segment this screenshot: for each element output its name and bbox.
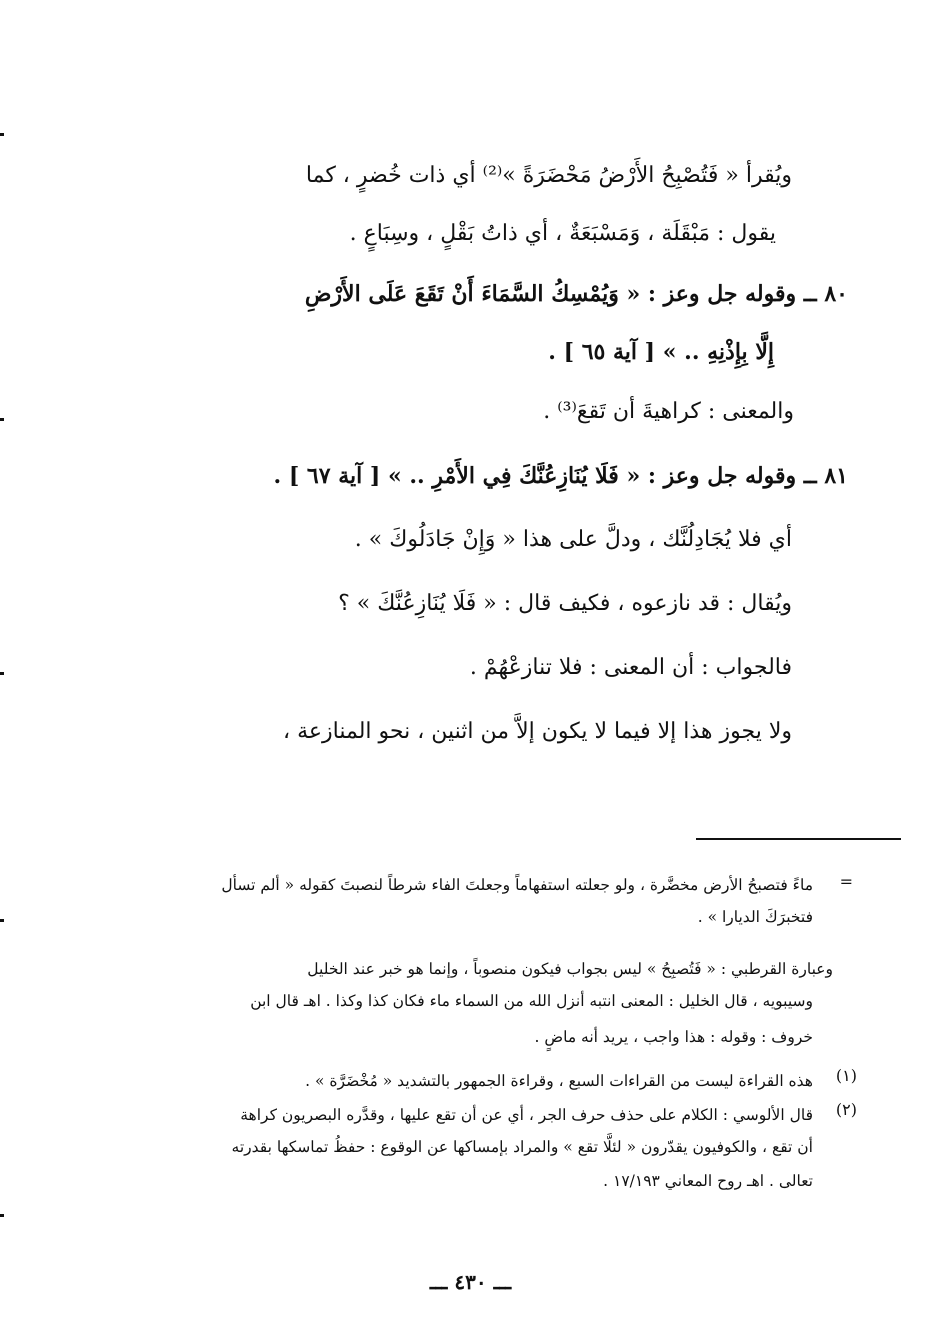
- verse-continuation: إِلَّا بِإِذْنِهِ .. » [ آية ٦٥ ] .: [548, 339, 774, 365]
- text-line: ويُقال : قد نازعوه ، فكيف قال : « فَلَا يُنَازِعُنَّكَ » ؟: [338, 591, 792, 616]
- footnote-line: قال الألوسي : الكلام على حذف حرف الجر ، أي عن أن تقع عليها ، وقدَّره البصريون كراهة: [240, 1106, 813, 1124]
- page-number: ـــ ٤٣٠ ـــ: [429, 1270, 512, 1294]
- margin-mark: [0, 919, 4, 922]
- footnote-number-1: (١): [835, 1066, 857, 1085]
- footnote-line: وسيبويه ، قال الخليل : المعنى انتبه أنزل الله من السماء ماء فكان كذا وكذا . اهـ قال ابن: [250, 992, 813, 1010]
- margin-mark: [0, 672, 4, 675]
- margin-mark: [0, 418, 4, 421]
- footnote-number-2: (٢): [835, 1100, 857, 1119]
- footnote-line: خروف : وقوله : هذا واجب ، يريد أنه ماضٍ .: [534, 1028, 813, 1046]
- footnote-continuation-mark: =: [839, 872, 853, 891]
- verse-heading-80: ٨٠ ــ وقوله جل وعز : « وَيُمْسِكُ السَّمَاءَ أَنْ تَقَعَ عَلَى الأَرْضِ: [304, 281, 848, 307]
- margin-mark: [0, 1214, 4, 1217]
- verse-heading-81: ٨١ ــ وقوله جل وعز : « فَلَا يُنَازِعُنَّكَ فِي الأَمْرِ .. » [ آية ٦٧ ] .: [273, 463, 848, 489]
- footnote-line: أن تقع ، والكوفيون يقدّرون « لئلَّا تقع » والمراد بإمساكها عن الوقوع : حفظُ تماسكها بقدرته: [231, 1138, 813, 1156]
- footnote-line: ماءً فتصبحُ الأرض مخضَّرة ، ولو جعلته استفهاماً وجعلتَ الفاء شرطاً لنصبتَ كقوله « ألم تسأل: [221, 876, 813, 894]
- text-line: ويُقرأ « فَتُصْبِحُ الأَرْضُ مَحْضَرَةً »⁽²⁾ أي ذات خُضرٍ ، كما: [305, 163, 792, 188]
- footnote-line: تعالى . اهـ روح المعاني ١٧/١٩٣ .: [603, 1172, 813, 1190]
- footnote-divider: [696, 838, 901, 840]
- text-line: ولا يجوز هذا إلا فيما لا يكون إلاَّ من اثنين ، نحو المنازعة ،: [283, 719, 792, 744]
- footnote-line: هذه القراءة ليست من القراءات السبع ، وقراءة الجمهور بالتشديد « مُخْضَرَّة » .: [305, 1072, 813, 1090]
- margin-mark: [0, 133, 4, 136]
- text-line: أي فلا يُجَادِلُنَّك ، ودلَّ على هذا « وَإِنْ جَادَلُوكَ » .: [354, 527, 792, 552]
- text-line: فالجواب : أن المعنى : فلا تنازعْهُمْ .: [469, 655, 792, 680]
- text-line: يقول : مَبْقَلَة ، وَمَسْبَعَةٌ ، أي ذاتُ بَقْلٍ ، وسِبَاعٍ .: [349, 221, 776, 246]
- footnote-line: وعبارة القرطبي : « فَتُصبِحُ » ليس بجواب فيكون منصوباً ، وإنما هو خبر عند الخليل: [307, 960, 833, 978]
- text-line: والمعنى : كراهيةَ أن تَقعَ⁽³⁾ .: [543, 399, 794, 424]
- footnote-line: فتخبرَكَ الديارا » .: [697, 908, 813, 926]
